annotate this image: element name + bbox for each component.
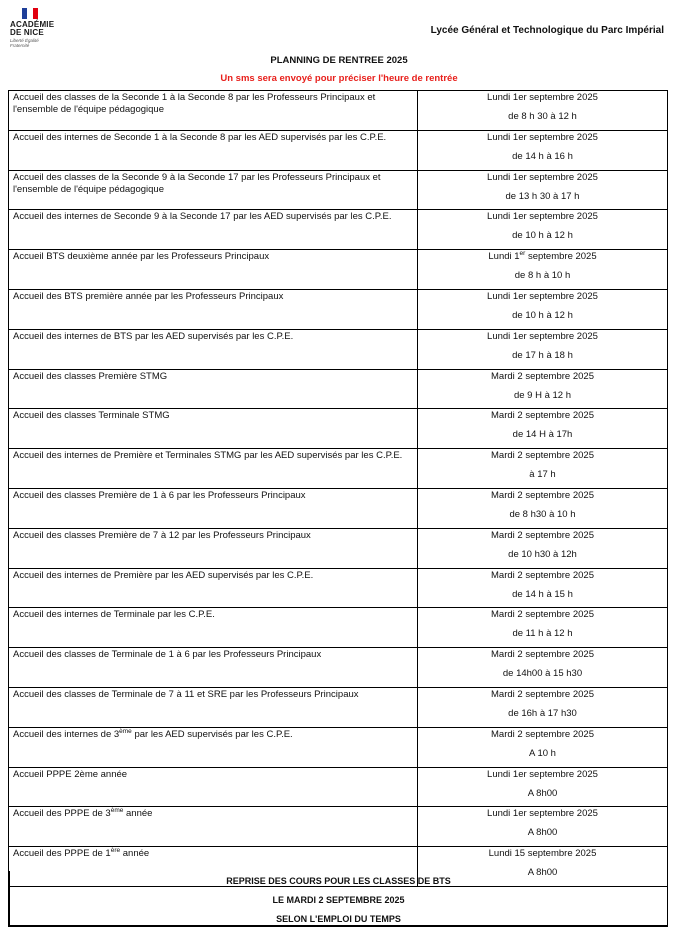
date-text: Lundi 1er septembre 2025 <box>487 290 598 302</box>
activity-text-end: année <box>123 808 153 820</box>
date-text: Mardi 2 septembre 2025 <box>491 410 594 422</box>
activity-cell: Accueil des classes Première de 1 à 6 par les Professeurs Principaux <box>9 488 418 528</box>
activity-text-end: par les AED supervisés par les C.P.E. <box>131 728 293 740</box>
schedule-cell <box>418 528 668 568</box>
activity-cell: Accueil des internes de Seconde 9 à la Seconde 17 par les AED supervisés par les C.P.E. <box>9 210 418 250</box>
table-row <box>9 767 668 807</box>
activity-cell: Accueil PPPE 2ème année <box>9 767 418 807</box>
activity-cell: Accueil des internes de Seconde 1 à la Seconde 8 par les AED supervisés par les C.P.E. <box>9 130 418 170</box>
table-row <box>9 807 668 847</box>
page-title: PLANNING DE RENTREE 2025 <box>270 55 408 66</box>
time-text: A 8h00 <box>527 827 558 839</box>
schedule-cell <box>418 369 668 409</box>
activity-cell: Accueil des classes de Terminale de 7 à 11 et SRE par les Professeurs Principaux <box>9 687 418 727</box>
date-text: Lundi 15 septembre 2025 <box>488 848 597 860</box>
activity-text-end: année <box>120 848 150 860</box>
schedule-cell <box>418 568 668 608</box>
date-text: Mardi 2 septembre 2025 <box>491 569 594 581</box>
date-text: Lundi 1er septembre 2025 <box>487 211 598 223</box>
activity-cell: Accueil des internes de Première par les AED supervisés par les C.P.E. <box>9 568 418 608</box>
date-text: Lundi 1er septembre 2025 <box>487 808 598 820</box>
date-text: Lundi 1er septembre 2025 <box>487 768 598 780</box>
activity-cell: Accueil des internes de Première et Terminales STMG par les AED supervisés par les C.P.E. <box>9 449 418 489</box>
ordinal-superscript: ème <box>119 727 132 735</box>
date-text: Mardi 2 septembre 2025 <box>491 688 594 700</box>
activity-cell <box>9 727 418 767</box>
date-text: Lundi 1er septembre 2025 <box>487 171 598 183</box>
date-text: Lundi 1er septembre 2025 <box>487 131 598 143</box>
date-text: Lundi 1er septembre 2025 <box>487 330 598 342</box>
date-text: Mardi 2 septembre 2025 <box>491 450 594 462</box>
time-text: A 8h00 <box>527 867 558 879</box>
schedule-cell <box>418 648 668 688</box>
date-text-end: septembre 2025 <box>525 251 597 263</box>
activity-cell: Accueil des classes de la Seconde 9 à la Seconde 17 par les Professeurs Principaux et l'ensemble de l'équipe pédagogique <box>9 170 418 210</box>
table-row <box>9 648 668 688</box>
activity-cell: Accueil des internes de BTS par les AED supervisés par les C.P.E. <box>9 329 418 369</box>
date-text <box>418 250 667 263</box>
table-row <box>9 210 668 250</box>
date-text: Mardi 2 septembre 2025 <box>491 649 594 661</box>
activity-cell: Accueil des classes Première de 7 à 12 par les Professeurs Principaux <box>9 528 418 568</box>
activity-cell: Accueil des classes de Terminale de 1 à 6 par les Professeurs Principaux <box>9 648 418 688</box>
time-text: de 8 h à 10 h <box>514 270 571 282</box>
time-text: de 16h à 17 h30 <box>508 707 577 719</box>
flag-red-band <box>33 8 38 19</box>
date-text: Mardi 2 septembre 2025 <box>491 489 594 501</box>
logo-line1: ACADÉMIE <box>10 20 55 29</box>
date-text: Mardi 2 septembre 2025 <box>491 529 594 541</box>
table-row <box>9 130 668 170</box>
table-row <box>9 250 668 290</box>
table-row <box>9 329 668 369</box>
date-text: Mardi 2 septembre 2025 <box>491 370 594 382</box>
date-text: Mardi 2 septembre 2025 <box>491 609 594 621</box>
table-row <box>9 409 668 449</box>
time-text: de 10 h30 à 12h <box>508 548 577 560</box>
schedule-cell <box>418 250 668 290</box>
schedule-cell <box>418 687 668 727</box>
table-row <box>9 568 668 608</box>
document-header <box>0 0 678 90</box>
date-text: Mardi 2 septembre 2025 <box>491 728 594 740</box>
activity-cell: Accueil des classes Terminale STMG <box>9 409 418 449</box>
table-row <box>9 528 668 568</box>
schedule-cell <box>418 210 668 250</box>
schedule-cell <box>418 727 668 767</box>
time-text: de 8 h 30 à 12 h <box>508 111 577 122</box>
activity-text: Accueil des PPPE de 1 <box>13 848 111 860</box>
activity-text: Accueil des internes de 3 <box>13 728 120 740</box>
time-text: de 10 h à 12 h <box>512 309 573 321</box>
schedule-cell <box>418 807 668 847</box>
time-text: de 14 h à 15 h <box>512 588 573 600</box>
table-row <box>9 91 668 131</box>
time-text: A 10 h <box>529 747 556 759</box>
time-text: de 11 h à 12 h <box>512 628 573 640</box>
french-flag-icon <box>22 8 38 19</box>
activity-cell: Accueil des classes Première STMG <box>9 369 418 409</box>
time-text: A 8h00 <box>527 787 558 799</box>
footer-box <box>8 871 668 927</box>
activity-text: Accueil des PPPE de 3 <box>13 808 111 820</box>
table-row <box>9 449 668 489</box>
time-text: de 14 H à 17h <box>512 429 573 441</box>
time-text: de 14h00 à 15 h30 <box>502 668 583 680</box>
logo-line2: DE NICE <box>10 28 44 37</box>
table-row <box>9 488 668 528</box>
time-text: de 13 h 30 à 17 h <box>505 190 580 202</box>
time-text: de 17 h à 18 h <box>512 349 573 361</box>
activity-cell: Accueil des internes de Terminale par les C.P.E. <box>9 608 418 648</box>
time-text: à 17 h <box>529 469 556 481</box>
table-row <box>9 289 668 329</box>
footer-line2: LE MARDI 2 SEPTEMBRE 2025 <box>272 895 405 905</box>
academie-logo <box>10 8 70 52</box>
schedule-cell <box>418 449 668 489</box>
activity-cell: Accueil BTS deuxième année par les Professeurs Principaux <box>9 250 418 290</box>
activity-cell: Accueil des classes de la Seconde 1 à la Seconde 8 par les Professeurs Principaux et l'ensemble de l'équipe pédagogique <box>9 91 418 131</box>
schedule-cell <box>418 488 668 528</box>
ordinal-superscript: er <box>519 250 526 258</box>
time-text: de 14 h à 16 h <box>512 150 573 162</box>
schedule-cell <box>418 170 668 210</box>
table-row <box>9 608 668 648</box>
schedule-table <box>8 90 668 887</box>
schedule-cell <box>418 329 668 369</box>
table-row <box>9 170 668 210</box>
schedule-cell <box>418 608 668 648</box>
page-subtitle: Un sms sera envoyé pour préciser l'heure de rentrée <box>220 73 458 84</box>
footer-line3: SELON L'EMPLOI DU TEMPS <box>276 914 401 924</box>
activity-cell <box>9 807 418 847</box>
time-text: de 10 h à 12 h <box>512 230 573 242</box>
schedule-cell <box>418 409 668 449</box>
ordinal-superscript: ère <box>110 846 121 854</box>
logo-motto: Liberté Égalité Fraternité <box>10 38 39 48</box>
time-text: de 9 H à 12 h <box>513 389 572 401</box>
ordinal-superscript: ème <box>110 807 124 815</box>
table-row <box>9 687 668 727</box>
time-text: de 8 h30 à 10 h <box>509 508 576 520</box>
school-name: Lycée Général et Technologique du Parc Impérial <box>430 25 664 36</box>
schedule-cell <box>418 767 668 807</box>
footer-line1: REPRISE DES COURS POUR LES CLASSES DE BTS <box>226 876 451 886</box>
table-row <box>9 369 668 409</box>
activity-cell: Accueil des BTS première année par les Professeurs Principaux <box>9 289 418 329</box>
schedule-table-body <box>9 91 668 887</box>
schedule-cell <box>418 91 668 131</box>
date-text: Lundi 1er septembre 2025 <box>487 92 598 103</box>
table-row <box>9 727 668 767</box>
schedule-cell <box>418 130 668 170</box>
date-text-start: Lundi 1 <box>488 251 520 263</box>
schedule-cell <box>418 289 668 329</box>
